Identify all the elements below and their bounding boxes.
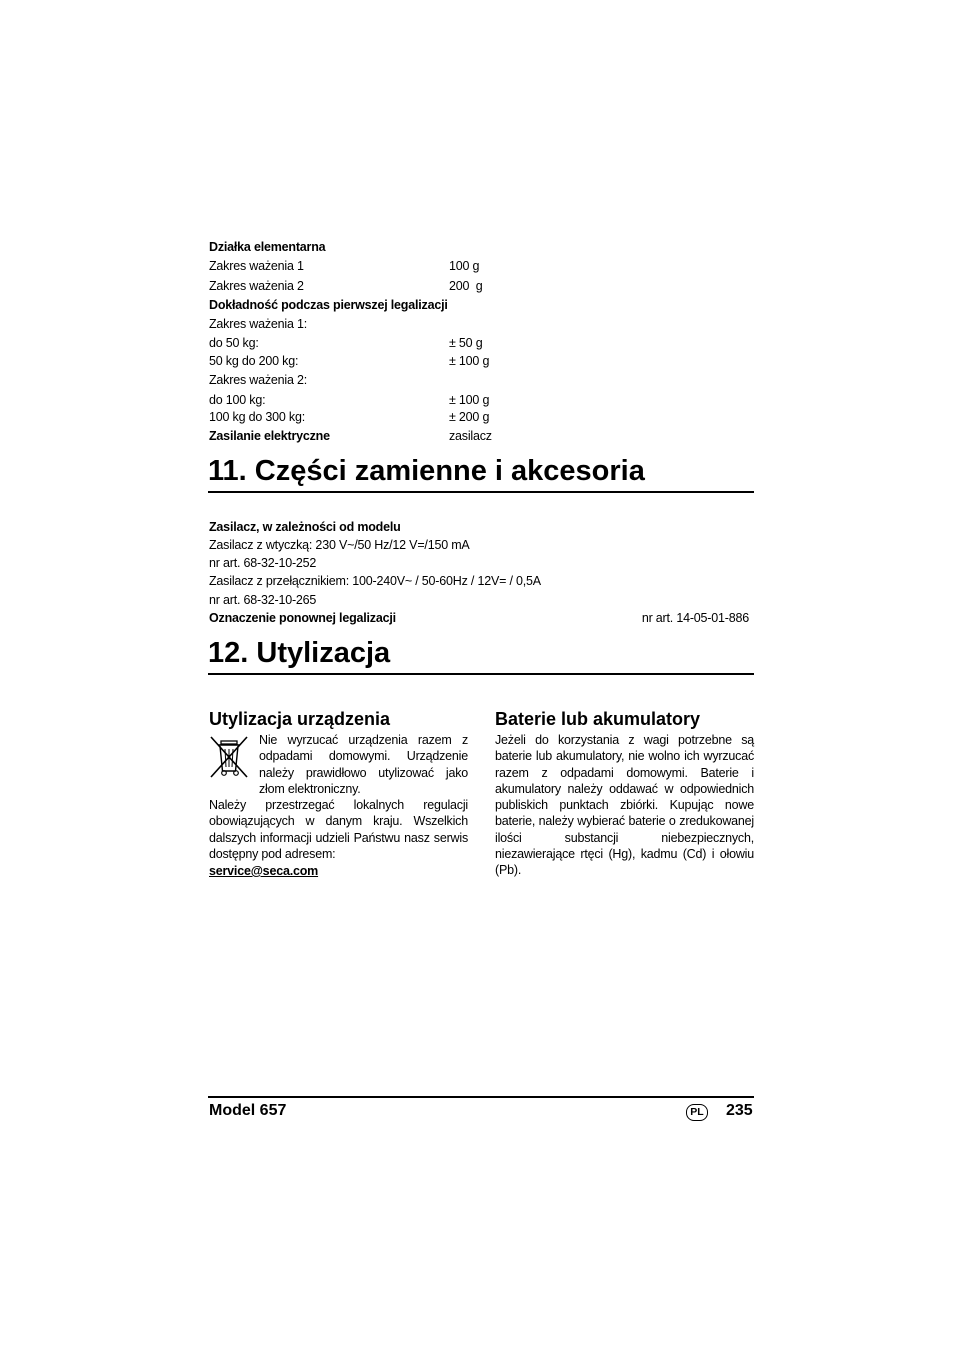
section-11-title: 11. Części zamienne i akcesoria (208, 453, 754, 493)
spec-row (209, 277, 754, 295)
spec-label: Zasilanie elektryczne (209, 429, 330, 443)
spec-label: Zakres ważenia 1: (209, 317, 308, 331)
footer-model: Model 657 (209, 1102, 287, 1119)
spec-label: 50 kg do 200 kg: (209, 354, 299, 368)
spec-row (209, 238, 754, 256)
disposal-paragraph: Należy przestrzegać lokalnych regulacji obowiązujących w danym kraju. Wszelkich dalszych informacji udzieli Państwu nasz serwis dostępny pod adresem: (209, 798, 468, 861)
spec-value: zasilacz (449, 429, 492, 443)
spec-row (209, 427, 754, 445)
spec-row (209, 334, 754, 352)
service-email-line (209, 862, 318, 880)
spec-row (209, 352, 754, 370)
relabel-article: nr art. 14-05-01-886 (641, 611, 749, 625)
spec-label: Zakres ważenia 1 (209, 259, 304, 273)
disposal-icon-text: Nie wyrzucać urządzenia razem z odpadami domowymi. Urządzenie należy prawidłowo utylizować jako złom elektroniczny. (259, 733, 468, 796)
spec-label: do 50 kg: (209, 336, 259, 350)
spec-label: do 100 kg: (209, 393, 266, 407)
spec-label: 100 kg do 300 kg: (209, 410, 305, 424)
spec-row (209, 315, 754, 333)
spec-value: ± 100 g (449, 393, 490, 407)
spec-label: Zakres ważenia 2 (209, 279, 304, 293)
spec-value: ± 100 g (449, 354, 490, 368)
spec-value: ± 200 g (449, 410, 490, 424)
accessory-subtitle: Zasilacz, w zależności od modelu (209, 520, 401, 534)
accessory-line: nr art. 68-32-10-252 (209, 556, 317, 570)
spec-label: Dokładność podczas pierwszej legalizacji (209, 298, 448, 312)
spec-row (209, 408, 754, 426)
accessory-line: Zasilacz z wtyczką: 230 V~/50 Hz/12 V=/150 mA (209, 538, 470, 552)
spec-row (209, 296, 754, 314)
footer-rule (208, 1096, 754, 1098)
spec-row (209, 257, 754, 275)
page-number: 235 (726, 1102, 753, 1119)
spec-value: 200 g (449, 279, 483, 293)
spec-label: Działka elementarna (209, 240, 326, 254)
relabel-label: Oznaczenie ponownej legalizacji (209, 611, 396, 625)
language-badge: PL (686, 1104, 708, 1121)
spec-value: ± 50 g (449, 336, 483, 350)
accessory-line: Zasilacz z przełącznikiem: 100-240V~ / 50-60Hz / 12V= / 0,5A (209, 574, 541, 588)
crossed-bin-icon (209, 735, 249, 779)
accessory-line: nr art. 68-32-10-265 (209, 593, 317, 607)
section-12-title: 12. Utylizacja (208, 635, 754, 675)
disposal-heading: Utylizacja urządzenia (209, 709, 391, 729)
spec-value: 100 g (449, 259, 480, 273)
batteries-heading: Baterie lub akumulatory (495, 709, 701, 729)
service-email-link[interactable]: service@seca.com (209, 864, 319, 878)
spec-row (209, 371, 754, 389)
batteries-paragraph: Jeżeli do korzystania z wagi potrzebne są baterie lub akumulatory, nie wolno ich wyrzucać razem z odpadami domowymi. Baterie i akumulatory należy oddawać w odpowiednich publiskich punktach zbiórki. Kupując nowe baterie, należy wybierać baterie o zredukowanej ilości substancji niebezpiecznych, niezawierające rtęci (Hg), kadmu (Cd) i ołowiu (Pb). (495, 733, 754, 878)
spec-label: Zakres ważenia 2: (209, 373, 308, 387)
spec-row (209, 391, 754, 409)
